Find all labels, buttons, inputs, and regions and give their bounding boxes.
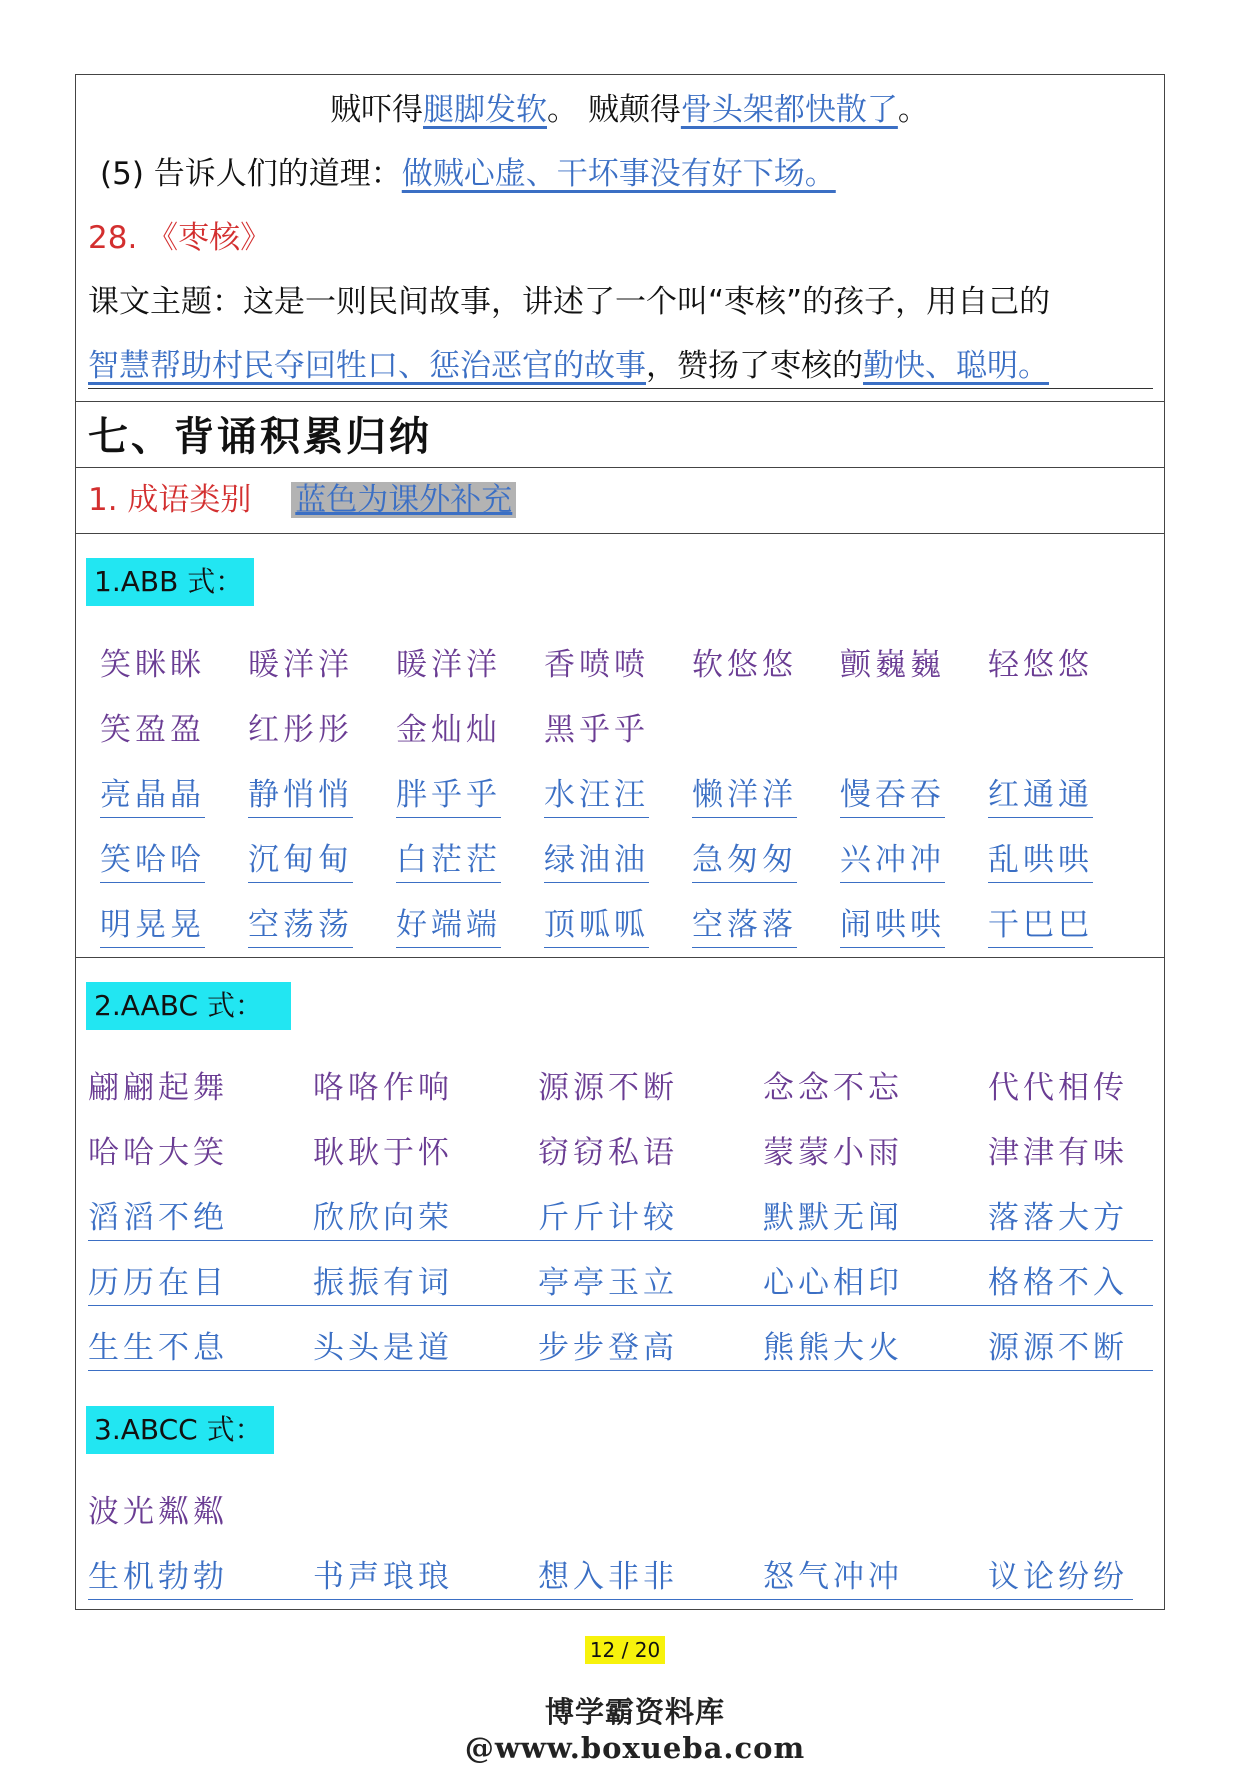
- idiom-word: 想入非非: [538, 1559, 678, 1595]
- idiom-word: 笑盈盈: [100, 712, 205, 748]
- divider: [76, 467, 1164, 468]
- row-underline: [88, 1599, 1133, 1600]
- idiom-word: 亮晶晶: [100, 775, 205, 818]
- idiom-word: 书声琅琅: [313, 1559, 453, 1595]
- idiom-word: 沉甸甸: [248, 840, 353, 883]
- idiom-word: 默默无闻: [763, 1200, 903, 1236]
- answer-text: 骨头架都快散了: [680, 92, 898, 128]
- idiom-word: 暖洋洋: [396, 647, 501, 683]
- idiom-word: 软悠悠: [692, 647, 797, 683]
- idiom-word: 红彤彤: [248, 712, 353, 748]
- text-segment: 。: [897, 92, 929, 128]
- idiom-word: 翩翩起舞: [88, 1070, 228, 1106]
- footer-watermark: 博学霸资料库@www.boxueba.com: [464, 1695, 806, 1765]
- idiom-word: 水汪汪: [544, 775, 649, 818]
- idiom-word: 斤斤计较: [538, 1200, 678, 1236]
- answer-text: 智慧帮助村民夺回牲口、惩治恶官的故事: [88, 348, 646, 384]
- idiom-word: 生生不息: [88, 1330, 228, 1366]
- idiom-word: 笑眯眯: [100, 647, 205, 683]
- idiom-word: 历历在目: [88, 1265, 228, 1301]
- idiom-word: 顶呱呱: [544, 905, 649, 948]
- idiom-category-row: [88, 480, 516, 520]
- idiom-word: 白茫茫: [396, 840, 501, 883]
- answer-text: 腿脚发软: [423, 92, 547, 128]
- idiom-word: 暖洋洋: [248, 647, 353, 683]
- text-segment: 。 贼颠得: [547, 92, 681, 128]
- answer-line-2: [100, 154, 836, 194]
- idiom-word: 香喷喷: [544, 647, 649, 683]
- underline: [88, 388, 1153, 389]
- idiom-word: 胖乎乎: [396, 775, 501, 818]
- answer-line-1: [330, 90, 929, 130]
- idiom-word: 红通通: [988, 775, 1093, 818]
- divider: [76, 533, 1164, 534]
- idiom-word: 空落落: [692, 905, 797, 948]
- highlight-note: 蓝色为课外补充: [291, 482, 516, 518]
- answer-text: 勤快、聪明。: [863, 348, 1049, 384]
- idiom-word: 生机勃勃: [88, 1559, 228, 1595]
- divider: [76, 401, 1164, 402]
- text-segment: ，赞扬了枣核的: [646, 348, 863, 384]
- idiom-word: 欣欣向荣: [313, 1200, 453, 1236]
- idiom-word: 心心相印: [763, 1265, 903, 1301]
- lesson-theme-line-2: [88, 346, 1049, 386]
- idiom-word: 黑乎乎: [544, 712, 649, 748]
- aabc-label: 2.AABC 式：: [86, 982, 291, 1030]
- page-number: 12 / 20: [585, 1636, 665, 1664]
- question-label: (5) 告诉人们的道理：: [100, 156, 402, 192]
- row-underline: [88, 1370, 1153, 1371]
- idiom-word: 振振有词: [313, 1265, 453, 1301]
- idiom-word: 明晃晃: [100, 905, 205, 948]
- idiom-word: 笑哈哈: [100, 840, 205, 883]
- idiom-word: 波光粼粼: [88, 1494, 228, 1530]
- lesson-title: 28. 《枣核》: [88, 220, 272, 256]
- idiom-word: 轻悠悠: [988, 647, 1093, 683]
- idiom-word: 议论纷纷: [988, 1559, 1128, 1595]
- section-heading: 七、背诵积累归纳: [88, 414, 432, 460]
- abb-label: 1.ABB 式：: [86, 558, 254, 606]
- idiom-word: 念念不忘: [763, 1070, 903, 1106]
- idiom-word: 空荡荡: [248, 905, 353, 948]
- idiom-word: 金灿灿: [396, 712, 501, 748]
- category-label: 1. 成语类别: [88, 482, 252, 518]
- idiom-word: 干巴巴: [988, 905, 1093, 948]
- idiom-word: 津津有味: [988, 1135, 1128, 1171]
- idiom-word: 怒气冲冲: [763, 1559, 903, 1595]
- idiom-word: 代代相传: [988, 1070, 1128, 1106]
- idiom-word: 哈哈大笑: [88, 1135, 228, 1171]
- idiom-word: 绿油油: [544, 840, 649, 883]
- idiom-word: 蒙蒙小雨: [763, 1135, 903, 1171]
- idiom-word: 滔滔不绝: [88, 1200, 228, 1236]
- answer-text: 做贼心虚、干坏事没有好下场。: [401, 156, 836, 192]
- row-underline: [88, 1240, 1153, 1241]
- idiom-word: 耿耿于怀: [313, 1135, 453, 1171]
- idiom-word: 懒洋洋: [692, 775, 797, 818]
- idiom-word: 源源不断: [988, 1330, 1128, 1366]
- idiom-word: 源源不断: [538, 1070, 678, 1106]
- lesson-theme-line-1: 课文主题：这是一则民间故事，讲述了一个叫“枣核”的孩子，用自己的: [88, 284, 1051, 320]
- idiom-word: 落落大方: [988, 1200, 1128, 1236]
- idiom-word: 兴冲冲: [840, 840, 945, 883]
- idiom-word: 步步登高: [538, 1330, 678, 1366]
- idiom-word: 急匆匆: [692, 840, 797, 883]
- divider: [76, 957, 1164, 958]
- idiom-word: 熊熊大火: [763, 1330, 903, 1366]
- idiom-word: 窃窃私语: [538, 1135, 678, 1171]
- idiom-word: 颤巍巍: [840, 647, 945, 683]
- abcc-label: 3.ABCC 式：: [86, 1406, 274, 1454]
- row-underline: [88, 1305, 1153, 1306]
- idiom-word: 静悄悄: [248, 775, 353, 818]
- idiom-word: 亭亭玉立: [538, 1265, 678, 1301]
- idiom-word: 格格不入: [988, 1265, 1128, 1301]
- idiom-word: 闹哄哄: [840, 905, 945, 948]
- idiom-word: 慢吞吞: [840, 775, 945, 818]
- text-segment: 贼吓得: [330, 92, 423, 128]
- idiom-word: 头头是道: [313, 1330, 453, 1366]
- idiom-word: 乱哄哄: [988, 840, 1093, 883]
- idiom-word: 好端端: [396, 905, 501, 948]
- idiom-word: 咯咯作响: [313, 1070, 453, 1106]
